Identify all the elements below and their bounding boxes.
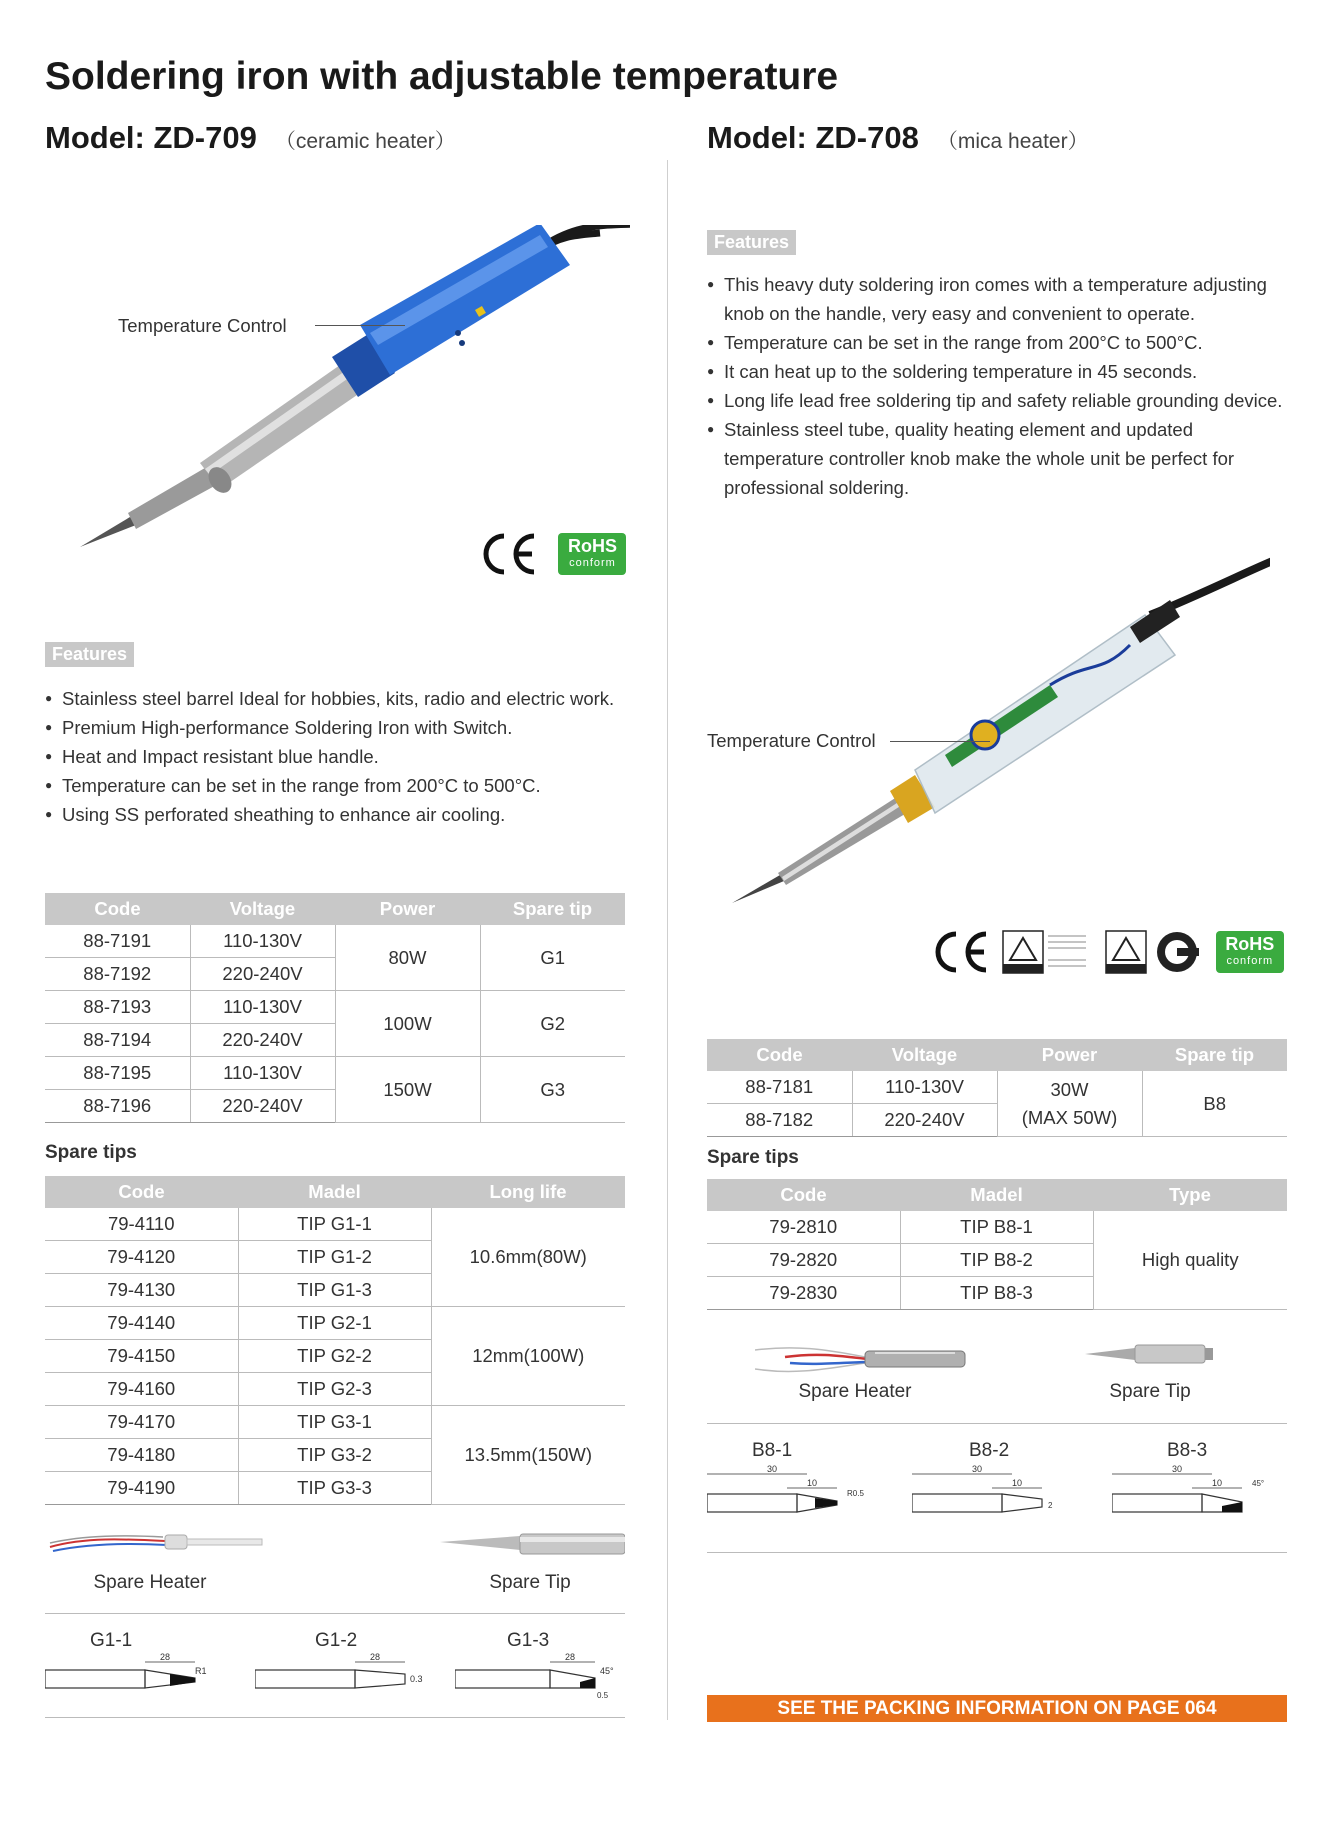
- col-header-code: Code: [45, 1176, 238, 1208]
- tip-label: G1-1: [90, 1630, 133, 1651]
- table-header-row: [45, 1176, 625, 1208]
- model-cell: TIP G3-2: [238, 1439, 431, 1472]
- zd708-spare-heater-caption: Spare Heater: [798, 1381, 912, 1402]
- model-cell: TIP B8-1: [900, 1211, 1093, 1244]
- zd708-spare-tips-title: Spare tips: [707, 1147, 799, 1168]
- column-divider: [667, 160, 668, 1720]
- life-cell: 13.5mm(150W): [431, 1406, 625, 1505]
- packing-info-banner: SEE THE PACKING INFORMATION ON PAGE 064: [707, 1695, 1287, 1722]
- feature-item: ● Premium High-performance Soldering Iron with Switch.: [45, 713, 645, 742]
- code-cell: 79-4150: [45, 1340, 238, 1373]
- tip-dim-end: 0.5: [597, 1691, 609, 1700]
- code-cell: 88-7192: [45, 958, 190, 991]
- tip-dim-length: 30: [1172, 1464, 1183, 1474]
- ce-mark-icon: [930, 930, 990, 974]
- zd708-certifications: [930, 930, 1284, 974]
- zd709-tips-divider-top: [45, 1613, 625, 1614]
- model-zd709-heading: [45, 120, 456, 156]
- zd708-features-list: [707, 270, 1297, 502]
- code-cell: 88-7196: [45, 1090, 190, 1123]
- table-header-row: [707, 1039, 1287, 1071]
- rohs-badge: [1216, 931, 1284, 973]
- voltage-cell: 110-130V: [190, 925, 335, 958]
- tip-label: B8-1: [752, 1440, 793, 1461]
- code-cell: 79-4180: [45, 1439, 238, 1472]
- tip-profile-svg: [1112, 1462, 1292, 1522]
- zd709-features-list: [45, 684, 645, 829]
- model-zd709-note: （ceramic heater）: [274, 130, 456, 153]
- zd709-temp-control-label: Temperature Control: [118, 315, 287, 336]
- zd709-spec-table: [45, 893, 625, 1123]
- zd708-callout-line: [890, 741, 990, 742]
- code-cell: 79-4140: [45, 1307, 238, 1340]
- code-cell: 79-2810: [707, 1211, 900, 1244]
- model-cell: TIP B8-2: [900, 1244, 1093, 1277]
- tip-dim-length: 30: [767, 1464, 778, 1474]
- tip-drawing-b8-2: [912, 1440, 1092, 1527]
- table-row: [45, 1057, 625, 1090]
- tip-drawing-g1-1: [45, 1630, 245, 1707]
- col-header-code: Code: [707, 1179, 900, 1211]
- zd708-spare-tip-caption: Spare Tip: [1109, 1381, 1191, 1402]
- life-cell: 12mm(100W): [431, 1307, 625, 1406]
- rohs-badge-top: RoHS: [1225, 934, 1275, 954]
- power-cell: 80W: [335, 925, 480, 991]
- model-zd708-heading: [707, 120, 1089, 156]
- voltage-cell: 110-130V: [852, 1071, 997, 1104]
- spare-tip-cell: B8: [1142, 1071, 1287, 1137]
- tuv-certified-icon: [1002, 930, 1088, 974]
- feature-item: ● Temperature can be set in the range from 200°C to 500°C.: [707, 328, 1297, 357]
- zd709-spare-tip-caption: Spare Tip: [489, 1572, 571, 1593]
- zd709-spare-heater-image: [45, 1525, 265, 1565]
- tip-label: G1-3: [507, 1630, 550, 1651]
- spare-tip-cell: G2: [480, 991, 625, 1057]
- rohs-badge-bottom: conform: [1226, 955, 1274, 967]
- zd708-spare-tip-image: [1085, 1340, 1215, 1370]
- tip-dim-end: R0.5: [847, 1489, 864, 1498]
- code-cell: 79-4170: [45, 1406, 238, 1439]
- tip-drawing-b8-3: [1112, 1440, 1292, 1527]
- col-header-spare-tip: Spare tip: [1142, 1039, 1287, 1071]
- tip-dim-taper: 10: [1212, 1478, 1223, 1488]
- model-cell: TIP G3-1: [238, 1406, 431, 1439]
- code-cell: 79-2820: [707, 1244, 900, 1277]
- table-row: [45, 991, 625, 1024]
- model-cell: TIP G2-1: [238, 1307, 431, 1340]
- table-row: [45, 1208, 625, 1241]
- table-row: [45, 1307, 625, 1340]
- tip-dim-taper: 10: [807, 1478, 818, 1488]
- tip-profile-svg: [912, 1462, 1092, 1522]
- code-cell: 79-4190: [45, 1472, 238, 1505]
- zd708-temp-control-label: Temperature Control: [707, 730, 876, 751]
- tip-dim-length: 28: [370, 1652, 381, 1662]
- code-cell: 79-4130: [45, 1274, 238, 1307]
- power-value: 30W: [1050, 1078, 1089, 1100]
- tip-dim-angle: 45°: [1252, 1479, 1265, 1488]
- feature-item: ● Long life lead free soldering tip and safety reliable grounding device.: [707, 386, 1297, 415]
- table-header-row: [45, 893, 625, 925]
- col-header-type: Type: [1093, 1179, 1287, 1211]
- feature-item: ● It can heat up to the soldering temperature in 45 seconds.: [707, 357, 1297, 386]
- table-row: [45, 925, 625, 958]
- code-cell: 88-7182: [707, 1104, 852, 1137]
- model-zd709-name: Model: ZD-709: [45, 120, 257, 155]
- zd709-certifications: [478, 532, 626, 576]
- zd709-spare-tips-table: [45, 1176, 625, 1505]
- power-max-value: (MAX 50W): [1021, 1106, 1118, 1128]
- model-cell: TIP G3-3: [238, 1472, 431, 1505]
- tip-dim-length: 28: [160, 1652, 171, 1662]
- feature-item: ● Using SS perforated sheathing to enhance air cooling.: [45, 800, 645, 829]
- code-cell: 79-4110: [45, 1208, 238, 1241]
- model-cell: TIP B8-3: [900, 1277, 1093, 1310]
- zd709-spare-heater-caption: Spare Heater: [93, 1572, 207, 1593]
- code-cell: 88-7195: [45, 1057, 190, 1090]
- power-cell: 150W: [335, 1057, 480, 1123]
- zd709-product-image: [70, 225, 630, 555]
- power-cell: 100W: [335, 991, 480, 1057]
- voltage-cell: 220-240V: [190, 958, 335, 991]
- zd709-tips-divider-bottom: [45, 1717, 625, 1718]
- ce-mark-icon: [478, 532, 538, 576]
- page-title: Soldering iron with adjustable temperature: [45, 55, 839, 98]
- tip-profile-svg: [255, 1652, 455, 1702]
- tip-drawing-g1-2: [255, 1630, 455, 1707]
- zd708-tips-divider-bottom: [707, 1552, 1287, 1553]
- col-header-code: Code: [707, 1039, 852, 1071]
- table-row: [707, 1071, 1287, 1104]
- voltage-cell: 220-240V: [852, 1104, 997, 1137]
- tip-profile-svg: [45, 1652, 245, 1702]
- spare-tip-cell: G1: [480, 925, 625, 991]
- table-header-row: [707, 1179, 1287, 1211]
- model-cell: TIP G1-3: [238, 1274, 431, 1307]
- voltage-cell: 110-130V: [190, 991, 335, 1024]
- tip-drawing-g1-3: [455, 1630, 625, 1707]
- zd709-spare-tip-image: [440, 1530, 625, 1560]
- model-cell: TIP G2-2: [238, 1340, 431, 1373]
- code-cell: 88-7193: [45, 991, 190, 1024]
- tip-label: B8-2: [969, 1440, 1010, 1461]
- feature-item: ● This heavy duty soldering iron comes with a temperature adjusting knob on the handle, very easy and convenient to operate.: [707, 270, 1297, 328]
- zd708-spare-tips-table: [707, 1179, 1287, 1310]
- model-zd708-note: （mica heater）: [936, 130, 1089, 153]
- col-header-code: Code: [45, 893, 190, 925]
- col-header-madel: Madel: [238, 1176, 431, 1208]
- voltage-cell: 220-240V: [190, 1090, 335, 1123]
- col-header-power: Power: [997, 1039, 1142, 1071]
- table-row: [707, 1211, 1287, 1244]
- tip-dim-end: R1: [195, 1666, 207, 1676]
- zd708-features-label: Features: [707, 230, 796, 255]
- col-header-madel: Madel: [900, 1179, 1093, 1211]
- col-header-voltage: Voltage: [190, 893, 335, 925]
- power-cell: [997, 1071, 1142, 1137]
- feature-item: ● Stainless steel tube, quality heating element and updated temperature controller knob make the whole unit be perfect for professional soldering.: [707, 415, 1297, 502]
- code-cell: 79-2830: [707, 1277, 900, 1310]
- col-header-voltage: Voltage: [852, 1039, 997, 1071]
- spare-tip-cell: G3: [480, 1057, 625, 1123]
- model-cell: TIP G1-2: [238, 1241, 431, 1274]
- tip-dim-end: 0.3: [410, 1674, 423, 1684]
- code-cell: 88-7194: [45, 1024, 190, 1057]
- voltage-cell: 220-240V: [190, 1024, 335, 1057]
- zd709-features-label: Features: [45, 642, 134, 667]
- tip-dim-length: 30: [972, 1464, 983, 1474]
- model-zd708-name: Model: ZD-708: [707, 120, 919, 155]
- code-cell: 88-7181: [707, 1071, 852, 1104]
- tip-dim-taper: 10: [1012, 1478, 1023, 1488]
- tip-drawing-b8-1: [707, 1440, 887, 1527]
- tip-dim-angle: 45°: [600, 1666, 614, 1676]
- rohs-badge: [558, 533, 626, 575]
- col-header-spare-tip: Spare tip: [480, 893, 625, 925]
- tip-dim-length: 28: [565, 1652, 576, 1662]
- tip-profile-svg: [707, 1462, 887, 1522]
- feature-item: ● Temperature can be set in the range from 200°C to 500°C.: [45, 771, 645, 800]
- col-header-long-life: Long life: [431, 1176, 625, 1208]
- feature-item: ● Heat and Impact resistant blue handle.: [45, 742, 645, 771]
- zd708-tips-divider-top: [707, 1423, 1287, 1424]
- life-cell: 10.6mm(80W): [431, 1208, 625, 1307]
- table-row: [45, 1406, 625, 1439]
- tip-dim-end: 2: [1048, 1501, 1053, 1510]
- zd709-callout-line: [315, 325, 405, 326]
- feature-item: ● Stainless steel barrel Ideal for hobbies, kits, radio and electric work.: [45, 684, 645, 713]
- voltage-cell: 110-130V: [190, 1057, 335, 1090]
- tuv-rheinland-icon: [1105, 930, 1147, 974]
- tip-label: G1-2: [315, 1630, 358, 1651]
- model-cell: TIP G1-1: [238, 1208, 431, 1241]
- col-header-power: Power: [335, 893, 480, 925]
- gs-mark-icon: [1155, 930, 1199, 974]
- rohs-badge-bottom: conform: [569, 557, 616, 569]
- zd708-spare-heater-image: [755, 1335, 975, 1385]
- model-cell: TIP G2-3: [238, 1373, 431, 1406]
- tip-label: B8-3: [1167, 1440, 1208, 1461]
- zd709-spare-tips-title: Spare tips: [45, 1142, 137, 1163]
- rohs-badge-top: RoHS: [567, 536, 617, 556]
- tip-profile-svg: [455, 1652, 625, 1702]
- code-cell: 79-4120: [45, 1241, 238, 1274]
- code-cell: 88-7191: [45, 925, 190, 958]
- type-cell: High quality: [1093, 1211, 1287, 1310]
- zd708-spec-table: [707, 1039, 1287, 1137]
- code-cell: 79-4160: [45, 1373, 238, 1406]
